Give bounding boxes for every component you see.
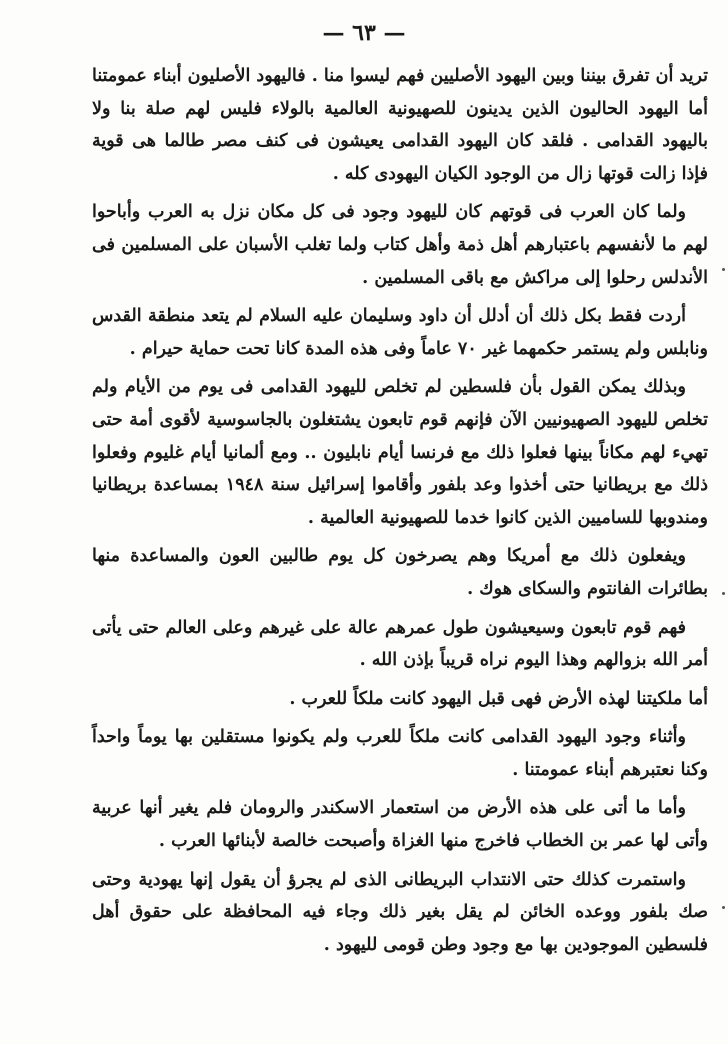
paragraph: أردت فقط بكل ذلك أن أدلل أن داود وسليمان عليه السلام لم يتعد منطقة القدس ونابلس ولم يستمر حكمهما غير ٧٠ عاماً وفى هذه المدة كانا تحت حماية حيرام . [92, 306, 708, 359]
scan-mark [722, 268, 725, 271]
paragraph: وأثناء وجود اليهود القدامى كانت ملكاً للعرب ولم يكونوا مستقلين بها يوماً واحداً وكنا نعتبرهم أبناء عمومتنا . [92, 727, 708, 780]
body-text [92, 60, 708, 967]
paragraph: فهم قوم تابعون وسيعيشون طول عمرهم عالة على غيرهم وعلى العالم حتى يأتى أمر الله بزوالهم وهذا اليوم نراه قريباً بإذن الله . [92, 617, 708, 671]
paragraph: ولما كان العرب فى قوتهم كان لليهود وجود فى كل مكان نزل به العرب وأباحوا لهم ما لأنفسهم باعتبارهم أهل ذمة وأهل كتاب ولما تغلب الأسبان على المسلمين فى الأندلس رحلوا إلى مراكش مع باقى المسلمين . [92, 202, 708, 288]
paragraph: وبذلك يمكن القول بأن فلسطين لم تخلص لليهود القدامى فى يوم من الأيام ولم تخلص لليهود الصهيونيين الآن فإنهم قوم تابعون يشتغلون بالجاسوسية لأقوى أمة حتى تهيء لهم مكاناً بينها فعلوا ذلك مع فرنسا أيام نابليون .. ومع ألمانيا أيام غليوم وفعلوا ذلك مع بريطانيا حتى أخذوا وعد بلفور وأقاموا إسرائيل سنة ١٩٤٨ بمساعدة بريطانيا ومندوبها للساميين الذين كانوا خدما للصهيونية العالمية . [92, 377, 708, 528]
paragraph: وأما ما أتى على هذه الأرض من استعمار الاسكندر والرومان فلم يغير أنها عربية وأتى لها عمر بن الخطاب فاخرج منها الغزاة وأصبحت خالصة لأبنائها العرب . [92, 798, 708, 852]
paragraph: واستمرت كذلك حتى الانتداب البريطانى الذى لم يجرؤ أن يقول إنها يهودية وحتى صك بلفور ووعده الخائن لم يقل بغير ذلك وجاء فيه المحافظة على حقوق أهل فلسطين الموجودين بها مع وجود وطن قومى لليهود . [92, 869, 708, 955]
page-number: — ٦٣ — [322, 20, 406, 46]
paragraph: ويفعلون ذلك مع أمريكا وهم يصرخون كل يوم طالبين العون والمساعدة منها بطائرات الفانتوم والسكاى هوك . [92, 546, 708, 599]
paragraph: تريد أن تفرق بيننا وبين اليهود الأصليين فهم ليسوا منا . فاليهود الأصليون أبناء عمومتنا أما اليهود الحاليون الذين يدينون للصهيونية العالمية بالولاء فليس لهم صلة بنا ولا باليهود القدامى . فلقد كان اليهود القدامى يعيشون فى كنف مصر طالما هى قوية فإذا زالت قوتها زال من الوجود الكيان اليهودى كله . [92, 66, 708, 184]
paragraph: أما ملكيتنا لهذه الأرض فهى قبل اليهود كانت ملكاً للعرب . [289, 688, 708, 709]
scan-mark [722, 906, 725, 909]
scan-mark [722, 592, 725, 595]
